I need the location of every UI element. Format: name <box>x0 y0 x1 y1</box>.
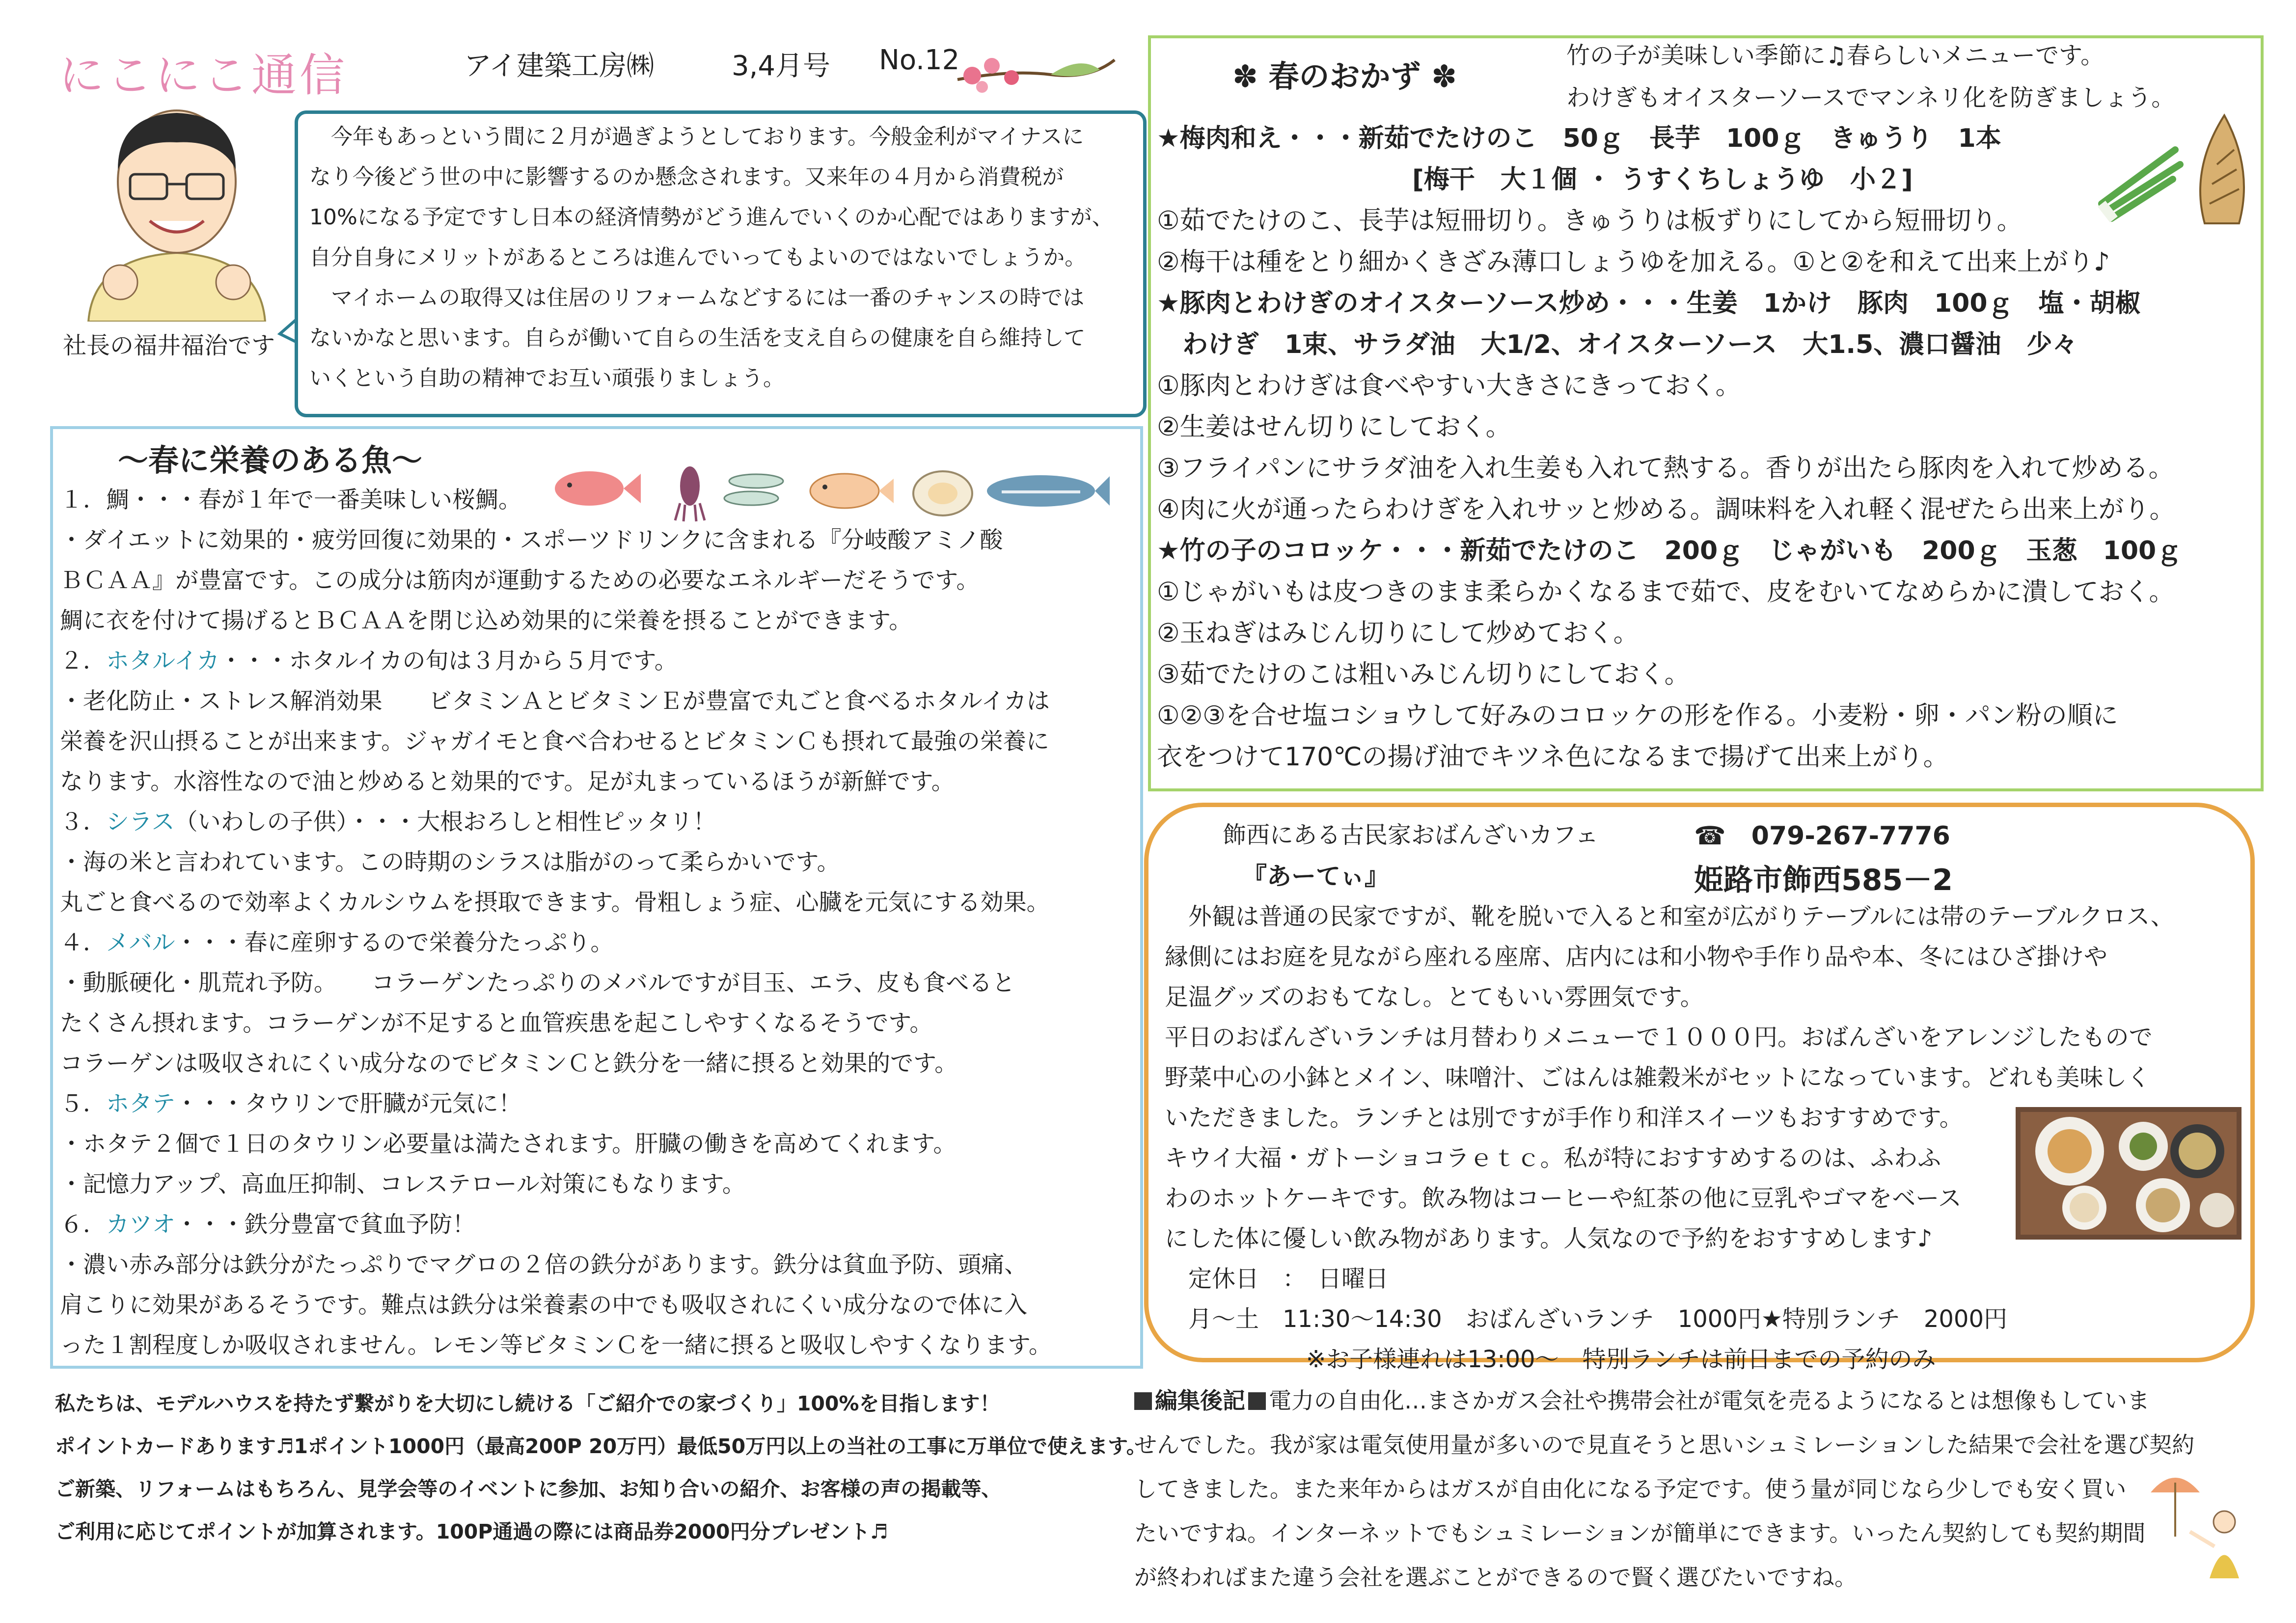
fish-item <box>60 802 1135 923</box>
fish-line: なります。水溶性なので油と炒めると効果的です。足が丸まっているほうが新鮮です。 <box>60 768 955 795</box>
spring-recipes-intro <box>1566 34 2175 119</box>
greeting-line: 10%になる予定ですし日本の経済情勢がどう進んでいくのか心配ではありますが、 <box>309 205 1114 230</box>
fish-line: たくさん摂れます。コラーゲンが不足すると血管疾患を起こしやすくなるそうです。 <box>60 1010 933 1037</box>
recipe-line: ①豚肉とわけぎは食べやすい大きさにきっておく。 <box>1157 371 1741 401</box>
fish-num: １． <box>60 487 106 514</box>
president-caption: 社長の福井福治です <box>63 332 275 359</box>
cafe-line: わのホットケーキです。飲み物はコーヒーや紅茶の他に豆乳やゴマをベース <box>1165 1185 1962 1212</box>
fish-line: ・濃い赤み部分は鉄分がたっぷりでマグロの２倍の鉄分があります。鉄分は貧血予防、頭痛、 <box>60 1251 1028 1278</box>
fish-line: ・動脈硬化・肌荒れ予防。 コラーゲンたっぷりのメバルですが目玉、エラ、皮も食べると <box>60 970 1015 997</box>
fish-num: ４． <box>60 929 106 956</box>
recipe-line: ③茹でたけのこは粗いみじん切りにしておく。 <box>1157 660 1690 689</box>
fish-item <box>60 923 1135 1084</box>
cafe-name: 『あーてぃ』 <box>1242 862 1389 891</box>
fish-item <box>60 480 1135 641</box>
fish-name: ホタテ <box>106 1090 175 1117</box>
fish-name: メバル <box>106 929 175 956</box>
fish-line: ・ホタテ２個で１日のタウリン必要量は満たされます。肝臓の働きを高めてくれます。 <box>60 1131 957 1158</box>
fish-num: ６． <box>60 1211 106 1238</box>
greeting-line: マイホームの取得又は住居のリフォームなどするには一番のチャンスの時では <box>309 285 1085 310</box>
cafe-line: 縁側にはお庭を見ながら座れる座席、店内には和小物や手作り品や本、冬にはひざ掛けや <box>1165 943 2108 971</box>
notice-line: ご利用に応じてポイントが加算されます。100P通過の際には商品券2000円分プレゼント♬ <box>55 1520 888 1543</box>
fish-line: ・ダイエットに効果的・疲労回復に効果的・スポーツドリンクに含まれる『分岐酸アミノ酸 <box>60 527 1003 554</box>
company-name: アイ建築工房㈱ <box>464 50 654 82</box>
recipe-line: [梅干 大１個 ・ うすくちしょうゆ 小２] <box>1157 165 1913 194</box>
notice-line: 私たちは、モデルハウスを持たず繋がりを大切にし続ける「ご紹介での家づくり」100%を目指します！ <box>55 1392 1000 1415</box>
issue-label: 3,4月号 <box>732 50 831 82</box>
recipe-line: ①②③を合せ塩コショウして好みのコロッケの形を作る。小麦粉・卵・パン粉の順に <box>1157 701 2118 730</box>
fish-item <box>60 641 1135 802</box>
fish-head: ・・・ホタルイカの旬は３月から５月です。 <box>219 648 678 675</box>
spring-recipes-title: ✽ 春のおかず ✽ <box>1232 58 1457 94</box>
fish-item <box>60 1084 1135 1205</box>
umbrella-girl-icon <box>2146 1463 2264 1581</box>
cafe-phone <box>1694 815 1950 852</box>
fish-line: 栄養を沢山摂ることが出来ます。ジャガイモと食べ合わせるとビタミンＣも摂れて最強の栄養に <box>60 728 1049 755</box>
cafe-line: 外観は普通の民家ですが、靴を脱いで入ると和室が広がりテーブルには帯のテーブルクロス、 <box>1165 903 2174 930</box>
editors-note-line: してきました。また来年からはガスが自由化になる予定です。使う量が同じなら少しでも安く買い <box>1134 1476 2127 1502</box>
recipe-line: ③フライパンにサラダ油を入れ生姜も入れて熱する。香りが出たら豚肉を入れて炒める。 <box>1157 454 2174 483</box>
newsletter-title: にこにこ通信 <box>59 49 348 102</box>
fish-head: ・・・タウリンで肝臓が元気に！ <box>175 1090 521 1117</box>
points-card-notice <box>55 1382 1147 1553</box>
president-avatar <box>74 96 280 322</box>
fish-line: ＢＣＡＡ』が豊富です。この成分は筋肉が運動するための必要なエネルギーだそうです。 <box>60 567 980 594</box>
recipe-line: ①じゃがいもは皮つきのまま柔らかくなるまで茹で、皮をむいてなめらかに潰しておく。 <box>1157 577 2175 607</box>
recipe-line: 衣をつけて170℃の揚げ油でキツネ色になるまで揚げて出来上がり。 <box>1157 742 1949 772</box>
editors-note-line: が終わればまた違う会社を選ぶことができるので賢く選びたいですね。 <box>1134 1564 1857 1591</box>
editors-note-line: 電力の自由化…まさかガス会社や携帯会社が電気を売るようになるとは想像もしていま <box>1269 1387 2150 1414</box>
fish-line: 鯛に衣を付けて揚げるとＢＣＡＡを閉じ込め効果的に栄養を摂ることができます。 <box>60 607 912 634</box>
fish-section-title: ～春に栄養のある魚～ <box>118 442 423 478</box>
editors-note <box>1134 1379 2205 1599</box>
greeting-line: 自分自身にメリットがあるところは進んでいってもよいのではないでしょうか。 <box>309 245 1087 270</box>
fish-num: ３． <box>60 809 106 836</box>
editors-note-line: たいですね。インターネットでもシュミレーションが簡単にできます。いったん契約しても契約期間 <box>1134 1520 2146 1546</box>
cafe-line: 野菜中心の小鉢とメイン、味噌汁、ごはんは雑穀米がセットになっています。どれも美味しく <box>1165 1064 2151 1091</box>
cafe-hours: 月～土 11:30～14:30 おばんざいランチ 1000円★特別ランチ 2000円 <box>1165 1305 2008 1333</box>
fish-line: った１割程度しか吸収されません。レモン等ビタミンＣを一緒に摂ると吸収しやすくなります。 <box>60 1332 1052 1359</box>
fish-line: 肩こりに効果があるそうです。難点は鉄分は栄養素の中でも吸収されにくい成分なので体に入 <box>60 1292 1028 1319</box>
cafe-lunch-photo <box>2016 1107 2241 1240</box>
cafe-line: にした体に優しい飲み物があります。人気なので予約をおすすめします♪ <box>1165 1225 1933 1252</box>
notice-line: ご新築、リフォームはもちろん、見学会等のイベントに参加、お知り合いの紹介、お客様の声の掲載等、 <box>55 1477 1002 1501</box>
fish-item <box>60 1205 1135 1366</box>
recipe-line: ②生姜はせん切りにしておく。 <box>1157 412 1511 442</box>
intro-line: 竹の子が美味しい季節に♫春らしいメニューです。 <box>1566 42 2105 69</box>
phone-number[interactable]: 079-267-7776 <box>1751 821 1950 851</box>
fish-line: コラーゲンは吸収されにくい成分なのでビタミンＣと鉄分を一緒に摂ると効果的です。 <box>60 1050 958 1077</box>
cafe-line: いただきました。ランチとは別ですが手作り和洋スイーツもおすすめです。 <box>1165 1104 1963 1132</box>
fish-name: ホタルイカ <box>106 648 220 675</box>
recipe-line: わけぎ 1束、サラダ油 大1/2、オイスターソース 大1.5、濃口醤油 少々 <box>1157 330 2078 359</box>
fish-head: ・・・春が１年で一番美味しい桜鯛。 <box>129 487 521 514</box>
recipe-line: ★竹の子のコロッケ・・・新茹でたけのこ 200ｇ じゃがいも 200ｇ 玉葱 100ｇ <box>1157 536 2182 566</box>
notice-line: ポイントカードあります♬1ポイント1000円（最高200P 20万円）最低50万円以上の当社の工事に万単位で使えます。 <box>55 1434 1147 1458</box>
issue-number: No.12 <box>879 44 960 76</box>
fish-section-text <box>60 480 1135 1366</box>
intro-line: わけぎもオイスターソースでマンネリ化を防ぎましょう。 <box>1566 84 2175 111</box>
recipe-line: ④肉に火が通ったらわけぎを入れサッと炒める。調味料を入れ軽く混ぜたら出来上がり。 <box>1157 495 2175 524</box>
cafe-address: 姫路市飾西585－2 <box>1694 863 1953 897</box>
fish-head: ・・・春に産卵するので栄養分たっぷり。 <box>175 929 614 956</box>
greeting-line: 今年もあっという間に２月が過ぎようとしております。今般金利がマイナスに <box>309 124 1084 149</box>
fish-line: ・老化防止・ストレス解消効果 ビタミンＡとビタミンＥが豊富で丸ごと食べるホタルイカは <box>60 688 1050 715</box>
fish-head: （いわしの子供）・・・大根おろしと相性ピッタリ！ <box>174 809 716 836</box>
phone-icon: ☎ <box>1694 821 1726 851</box>
editors-note-line: せんでした。我が家は電気使用量が多いので見直そうと思いシュミレーションした結果で会社を選び契約 <box>1134 1432 2195 1458</box>
editors-note-heading: 編集後記 <box>1155 1387 1245 1414</box>
cafe-line: キウイ大福・ガトーショコラｅｔｃ。私が特におすすめするのは、ふわふ <box>1165 1144 1941 1172</box>
cafe-line: 平日のおばんざいランチは月替わりメニューで１０００円。おばんざいをアレンジしたもので <box>1165 1024 2153 1051</box>
greeting-line: なり今後どう世の中に影響するのか懸念されます。又来年の４月から消費税が <box>309 164 1064 189</box>
recipe-line: ★梅肉和え・・・新茹でたけのこ 50ｇ 長芋 100ｇ きゅうり 1本 <box>1157 124 2001 153</box>
square-bullet-icon <box>1134 1392 1152 1410</box>
fish-num: ５． <box>60 1090 106 1117</box>
fish-line: ・記憶力アップ、高血圧抑制、コレステロール対策にもなります。 <box>60 1171 745 1198</box>
cafe-note: ※お子様連れは13:00～ 特別ランチは前日までの予約のみ <box>1165 1346 1936 1373</box>
recipe-line: ★豚肉とわけぎのオイスターソース炒め・・・生姜 1かけ 豚肉 100ｇ 塩・胡椒 <box>1157 289 2141 318</box>
spring-recipes-text <box>1157 118 2257 778</box>
fish-name: シラス <box>106 809 175 836</box>
greeting-text <box>309 117 1139 399</box>
recipe-line: ②玉ねぎはみじん切りにして炒めておく。 <box>1157 619 1639 648</box>
square-bullet-icon <box>1248 1392 1266 1410</box>
fish-line: 丸ごと食べるので効率よくカルシウムを摂取できます。骨粗しょう症、心臓を元気にする効果。 <box>60 889 1050 916</box>
fish-num: ２． <box>60 648 106 675</box>
cafe-intro: 飾西にある古民家おばんざいカフェ <box>1223 821 1599 849</box>
fish-name: カツオ <box>106 1211 175 1238</box>
cafe-closed-day: 定休日 ： 日曜日 <box>1165 1265 1389 1293</box>
fish-line: ・海の米と言われています。この時期のシラスは脂がのって柔らかいです。 <box>60 849 840 876</box>
fish-head: ・・・鉄分豊富で貧血予防！ <box>175 1211 475 1238</box>
greeting-line: ないかなと思います。自らが働いて自らの生活を支え自らの健康を自ら維持して <box>309 325 1086 351</box>
cafe-line: 足温グッズのおもてなし。とてもいい雰囲気です。 <box>1165 983 1704 1011</box>
greeting-line: いくという自助の精神でお互い頑張りましょう。 <box>309 366 785 391</box>
plum-blossom-icon <box>953 40 1120 94</box>
recipe-line: ①茹でたけのこ、長芋は短冊切り。きゅうりは板ずりにしてから短冊切り。 <box>1157 206 2023 236</box>
fish-name: 鯛 <box>106 487 129 514</box>
recipe-line: ②梅干は種をとり細かくきざみ薄口しょうゆを加える。①と②を和えて出来上がり♪ <box>1157 247 2110 277</box>
